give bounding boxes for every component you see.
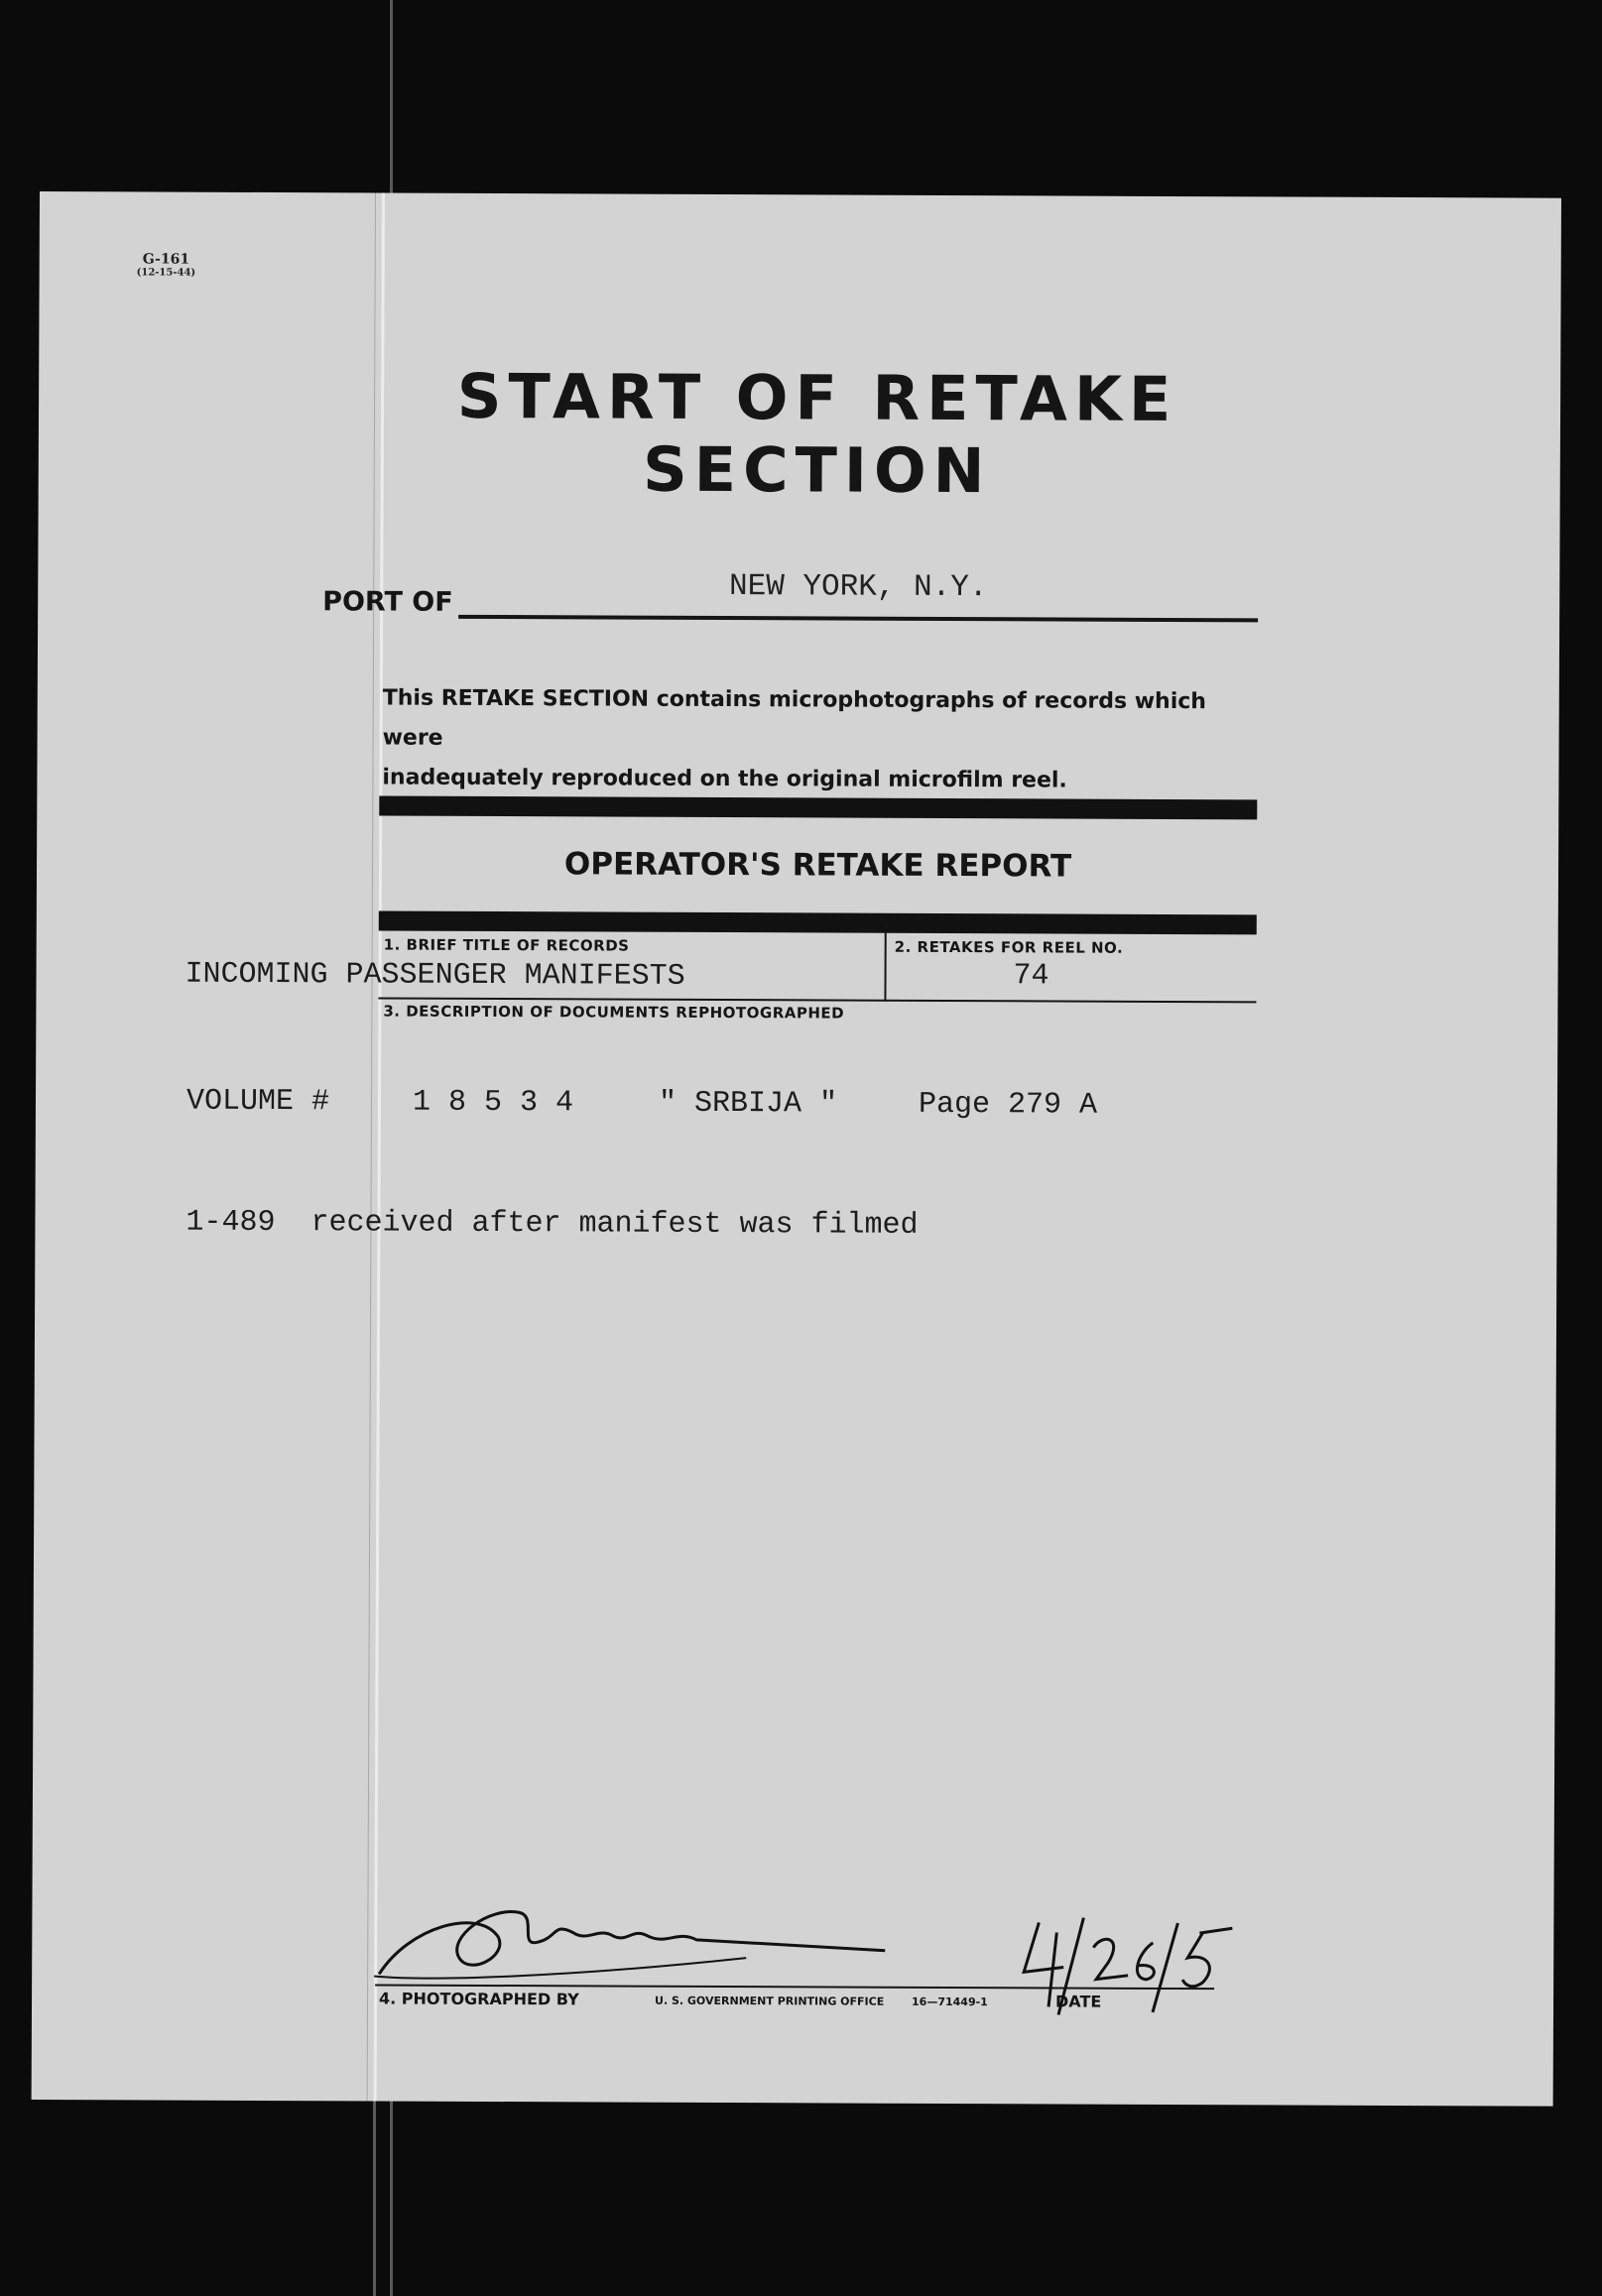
reel-label: 2. RETAKES FOR REEL NO. (894, 937, 1124, 957)
reel-value: 74 (1013, 959, 1049, 994)
port-label: PORT OF (322, 586, 453, 618)
print-code: 16—71449-1 (912, 1994, 988, 2009)
volume-label: VOLUME # (185, 1084, 330, 1120)
port-underline (458, 615, 1258, 623)
handwritten-date (1019, 1907, 1247, 2022)
photographed-by-label: 4. PHOTOGRAPHED BY (379, 1989, 579, 2009)
description-label: 3. DESCRIPTION OF DOCUMENTS REPHOTOGRAPHED (383, 1002, 845, 1023)
printing-office: U. S. GOVERNMENT PRINTING OFFICE (655, 1994, 885, 2008)
intro-line-2: inadequately reproduced on the original microfilm reel. (382, 765, 1067, 793)
form-date: (12-15-44) (136, 267, 196, 279)
report-title: OPERATOR'S RETAKE REPORT (563, 846, 1072, 885)
film-scratch-lower (373, 2083, 376, 2296)
field-divider (884, 924, 886, 1002)
report-rule (379, 910, 1257, 934)
description-note: 1-489 received after manifest was filmed (185, 1205, 919, 1243)
form-code (137, 252, 196, 280)
date-label: DATE (1055, 1992, 1102, 2011)
intro-text (382, 679, 1256, 802)
page-ref: Page 279 A (918, 1087, 1098, 1123)
form-number: G-161 (142, 251, 190, 268)
port-value: NEW YORK, N.Y. (728, 569, 988, 606)
page-title: START OF RETAKE SECTION (456, 359, 1178, 508)
ship-name: " SRBIJA " (658, 1086, 838, 1122)
retake-form-sheet (32, 191, 1561, 2107)
intro-line-1: This RETAKE SECTION contains microphotographs of records which were (382, 685, 1207, 751)
operator-signature (369, 1886, 924, 1993)
brief-title-value: INCOMING PASSENGER MANIFESTS (185, 957, 685, 994)
volume-number: 1 8 5 3 4 (412, 1085, 574, 1121)
brief-title-label: 1. BRIEF TITLE OF RECORDS (383, 935, 630, 955)
top-rule (379, 795, 1257, 819)
